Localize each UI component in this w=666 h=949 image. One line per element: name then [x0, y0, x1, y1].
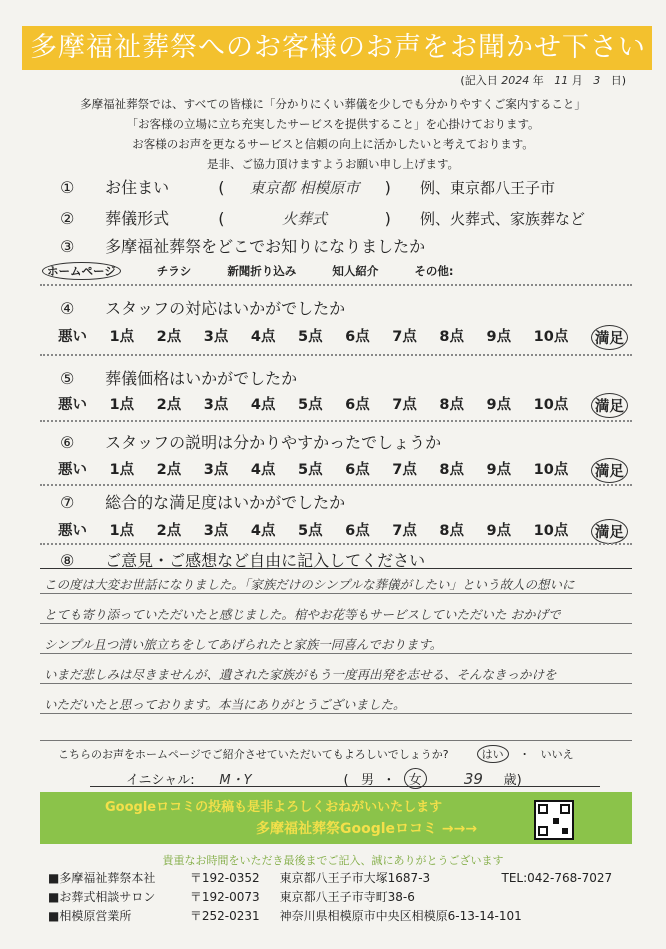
source-option[interactable]: 新聞折り込み	[227, 264, 297, 278]
office-name: ■お葬式相談サロン	[48, 890, 156, 904]
question-number: ④	[60, 299, 75, 318]
divider	[40, 284, 632, 286]
rating-option[interactable]: 6点	[345, 462, 370, 478]
paren-open: (	[218, 178, 225, 197]
age-value[interactable]: 39	[463, 770, 483, 788]
rating-option[interactable]: 2点	[156, 397, 182, 413]
ruled-line	[40, 623, 632, 624]
question-staff-response	[60, 296, 345, 319]
rating-option[interactable]: 8点	[439, 397, 464, 413]
question-number: ①	[60, 178, 75, 197]
question-overall	[60, 490, 345, 513]
rating-option[interactable]: 1点	[109, 462, 135, 478]
intro-line: 多摩福祉葬祭では、すべての皆様に「分かりにくい葬儀を少しでも分かりやすくご案内すること」	[80, 97, 586, 111]
rating-option[interactable]: 5点	[298, 397, 323, 413]
office-zip: 〒192-0352	[189, 871, 260, 885]
rating-option[interactable]: 3点	[203, 462, 229, 478]
source-option[interactable]: その他:	[414, 264, 454, 278]
gender-female-selected[interactable]: 女	[404, 768, 427, 789]
rating-option[interactable]: 9点	[486, 397, 512, 413]
question-label: 葬儀価格はいかがでしたか	[105, 369, 298, 388]
publish-permission	[58, 745, 574, 763]
rating-option-selected[interactable]: 満足	[591, 325, 628, 350]
divider	[40, 354, 632, 356]
entry-date	[460, 72, 626, 88]
question-label: 多摩福祉葬祭をどこでお知りになりましたか	[105, 237, 426, 256]
rating-option[interactable]: 2点	[156, 523, 182, 539]
comment-line-text: いまだ悲しみは尽きませんが、遺された家族がもう一度再出発を志せる、そんなきっかけを	[44, 667, 557, 682]
date-prefix: (記入日	[460, 74, 498, 87]
office-sagamihara	[48, 907, 522, 924]
rating-option[interactable]: 9点	[486, 523, 512, 539]
intro-line: 是非、ご協力頂けますようお願い申し上げます。	[206, 157, 460, 171]
rating-option[interactable]: 4点	[250, 523, 276, 539]
office-address: 東京都八王子市大塚1687-3	[279, 871, 431, 885]
office-zip: 〒252-0231	[189, 909, 260, 923]
rating-option[interactable]: 1点	[109, 329, 135, 345]
rating-option[interactable]: 8点	[439, 523, 464, 539]
age-label: 歳)	[503, 773, 522, 788]
permission-question: こちらのお声をホームページでご紹介させていただいてもよろしいでしょうか?	[58, 748, 449, 761]
comment-line-text: とても寄り添っていただいたと感じました。棺やお花等もサービスしていただいた おかげで	[44, 607, 561, 622]
rating-option[interactable]: 9点	[486, 462, 512, 478]
question-label: 総合的な満足度はいかがでしたか	[105, 493, 346, 512]
initial-value[interactable]: M・Y	[219, 773, 252, 788]
comment-line-text: シンプル且つ清い旅立ちをしてあげられたと家族一同喜んでおります。	[44, 637, 443, 652]
ruled-line	[40, 593, 632, 594]
rating-option[interactable]: 5点	[298, 462, 323, 478]
ruled-line	[40, 683, 632, 684]
intro-text	[20, 94, 646, 174]
rating-option[interactable]: 6点	[345, 329, 370, 345]
comment-line-text: いただいたと思っております。本当にありがとうございました。	[44, 697, 406, 712]
rating-option[interactable]: 9点	[486, 329, 512, 345]
rating-option[interactable]: 1点	[109, 397, 135, 413]
separator: ・	[519, 748, 531, 761]
source-option-selected[interactable]: ホームページ	[42, 262, 121, 280]
source-option[interactable]: チラシ	[156, 264, 192, 278]
initial-label: イニシャル:	[126, 773, 195, 788]
date-month-label: 月	[571, 74, 583, 87]
question-number: ⑥	[60, 433, 75, 452]
date-year: 2024	[501, 74, 530, 87]
rating-option[interactable]: 4点	[250, 397, 276, 413]
date-day: 3	[593, 74, 601, 87]
date-month: 11	[554, 74, 569, 87]
closing-message: 貴重なお時間をいただき最後までご記入、誠にありがとうございます	[162, 854, 504, 867]
ruled-line	[40, 653, 632, 654]
ruled-line	[40, 713, 632, 714]
gender-male[interactable]: 男	[361, 773, 375, 788]
question-label: お住まい	[105, 178, 170, 197]
address-answer[interactable]: 東京都 相模原市	[249, 179, 360, 197]
rating-option[interactable]: 5点	[298, 329, 323, 345]
ruled-line	[40, 740, 632, 741]
rating-option[interactable]: 5点	[298, 523, 323, 539]
rating-option[interactable]: 4点	[250, 329, 276, 345]
comment-area[interactable]	[40, 568, 632, 741]
question-label: ご意見・ご感想など自由に記入してください	[105, 551, 426, 570]
rating-option[interactable]: 6点	[345, 523, 370, 539]
rating-option[interactable]: 10点	[533, 462, 569, 478]
funeral-type-answer[interactable]: 火葬式	[282, 210, 328, 228]
rating-scale	[58, 325, 628, 350]
rating-option[interactable]: 7点	[392, 397, 417, 413]
paren-close: )	[384, 209, 391, 228]
rating-option[interactable]: 7点	[392, 523, 417, 539]
intro-line: 「お客様の立場に立ち充実したサービスを提供すること」を心掛けております。	[126, 117, 540, 131]
rating-option[interactable]: 10点	[533, 397, 569, 413]
question-address	[60, 175, 555, 198]
paren-open: (	[343, 773, 349, 788]
divider	[40, 420, 632, 422]
question-number: ⑤	[60, 369, 75, 388]
rating-option[interactable]: 6点	[345, 397, 370, 413]
rating-option[interactable]: 悪い	[58, 397, 87, 413]
office-address: 東京都八王子市寺町38-6	[279, 890, 415, 904]
underline	[90, 786, 600, 787]
rating-option[interactable]: 3点	[203, 523, 229, 539]
question-label: 葬儀形式	[105, 209, 170, 228]
funeral-type-example: 例、火葬式、家族葬など	[419, 210, 585, 228]
rating-option-selected[interactable]: 満足	[591, 458, 628, 483]
date-day-label: 日)	[610, 74, 626, 87]
question-funeral-type	[60, 206, 585, 229]
qr-code-icon[interactable]	[534, 800, 574, 840]
question-number: ②	[60, 209, 75, 228]
office-name: ■多摩福祉葬祭本社	[48, 871, 156, 885]
source-option[interactable]: 知人紹介	[332, 264, 379, 278]
rating-option[interactable]: 8点	[439, 329, 464, 345]
question-explanation	[60, 430, 441, 453]
rating-option[interactable]: 3点	[203, 329, 229, 345]
separator: ・	[382, 773, 396, 788]
date-year-label: 年	[532, 74, 544, 87]
rating-option[interactable]: 2点	[156, 462, 182, 478]
question-label: スタッフの説明は分かりやすかったでしょうか	[105, 433, 442, 452]
permission-no[interactable]: いいえ	[540, 748, 574, 761]
rating-option[interactable]: 8点	[439, 462, 464, 478]
permission-yes-selected[interactable]: はい	[477, 745, 509, 763]
question-number: ③	[60, 237, 75, 256]
question-source	[60, 234, 425, 257]
intro-line: お客様のお声を更なるサービスと信頼の向上に活かしたいと考えております。	[132, 137, 534, 151]
rating-option[interactable]: 7点	[392, 329, 417, 345]
question-label: スタッフの対応はいかがでしたか	[105, 299, 346, 318]
rating-option[interactable]: 10点	[533, 329, 569, 345]
address-example: 例、東京都八王子市	[419, 179, 555, 197]
office-headquarters	[48, 869, 612, 886]
rating-option[interactable]: 3点	[203, 397, 229, 413]
office-tel: TEL:042-768-7027	[501, 871, 613, 885]
rating-option[interactable]: 1点	[109, 523, 135, 539]
rating-option[interactable]: 7点	[392, 462, 417, 478]
form-title: 多摩福祉葬祭へのお客様のお声をお聞かせ下さい	[22, 26, 652, 70]
office-name: ■相模原営業所	[48, 909, 132, 923]
rating-scale	[58, 519, 628, 544]
google-review-link[interactable]: 多摩福祉葬祭Googleロコミ →→→	[256, 821, 478, 837]
question-price	[60, 366, 297, 389]
comment-line-text: この度は大変お世話になりました。「家族だけのシンプルな葬儀がしたい」という故人の想いに	[44, 577, 575, 592]
rating-option[interactable]: 悪い	[58, 523, 87, 539]
rating-option-selected[interactable]: 満足	[591, 393, 628, 418]
rating-option[interactable]: 2点	[156, 329, 182, 345]
question-number: ⑦	[60, 493, 75, 512]
source-options	[42, 262, 485, 280]
divider	[40, 543, 632, 545]
rating-scale	[58, 458, 628, 483]
office-salon	[48, 888, 415, 905]
rating-option[interactable]: 悪い	[58, 329, 87, 345]
divider	[40, 484, 632, 486]
rating-option-selected[interactable]: 満足	[591, 519, 628, 544]
paren-close: )	[384, 178, 391, 197]
rating-option[interactable]: 悪い	[58, 462, 87, 478]
office-zip: 〒192-0073	[189, 890, 260, 904]
rating-scale	[58, 393, 628, 418]
rating-option[interactable]: 10点	[533, 523, 569, 539]
question-number: ⑧	[60, 551, 75, 570]
rating-option[interactable]: 4点	[250, 462, 276, 478]
google-review-request: Googleロコミの投稿も是非よろしくおねがいいたします	[105, 800, 443, 815]
paren-open: (	[218, 209, 225, 228]
office-address: 神奈川県相模原市中央区相模原6-13-14-101	[279, 909, 522, 923]
